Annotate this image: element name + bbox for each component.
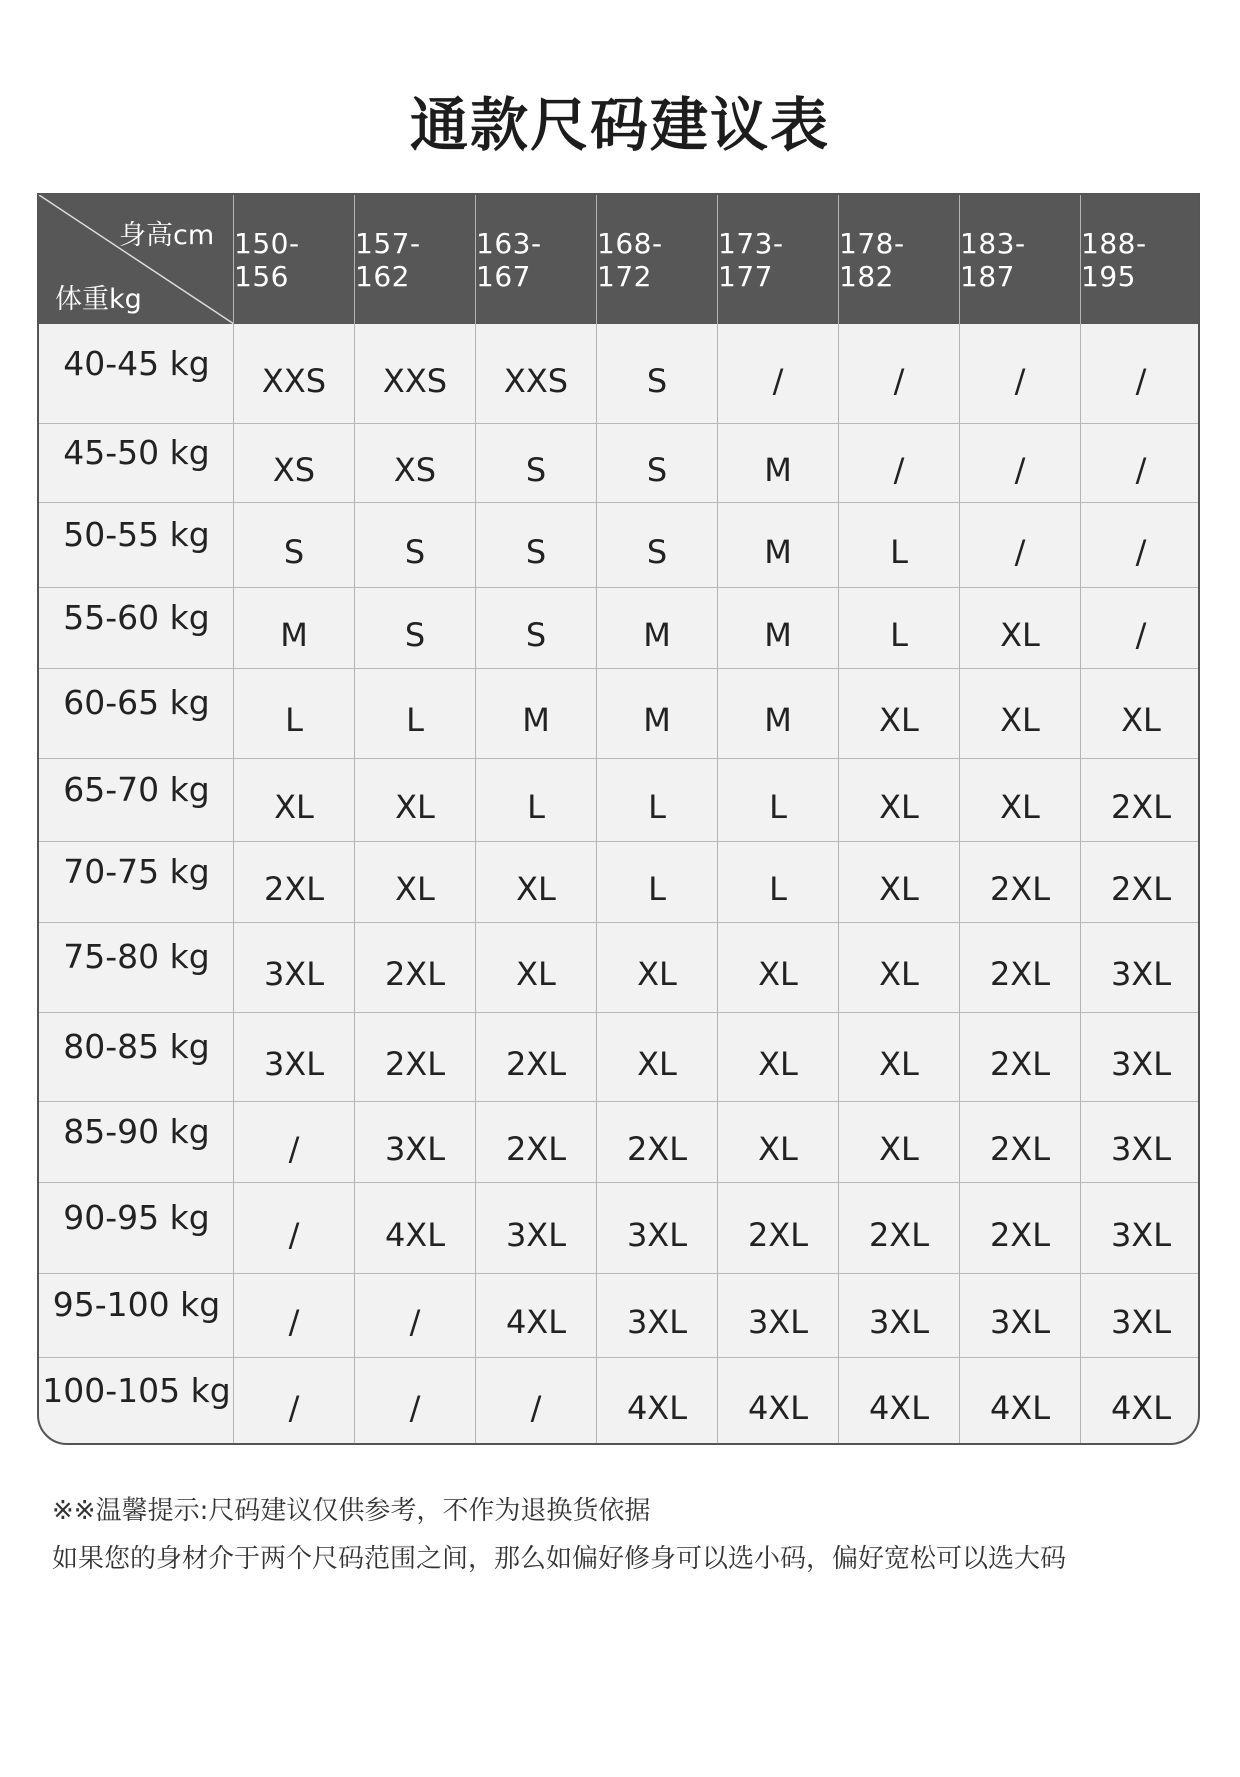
size-cell: / <box>288 1215 300 1254</box>
size-cell: XL <box>274 787 314 826</box>
size-cell: 4XL <box>747 1389 809 1427</box>
size-cell: XL <box>879 701 919 739</box>
size-cell: 3XL <box>1110 1215 1172 1254</box>
size-cell: / <box>893 450 905 489</box>
table-header <box>39 195 1198 324</box>
size-cell: 2XL <box>384 955 446 993</box>
table-row <box>39 922 1198 1012</box>
size-cell: S <box>404 615 426 654</box>
size-cell: S <box>283 532 305 571</box>
table-row <box>39 1012 1198 1101</box>
size-cell: XXS <box>261 361 327 400</box>
weight-label: 65-70 kg <box>63 769 210 809</box>
size-cell: 2XL <box>505 1044 567 1083</box>
size-cell: 3XL <box>1110 1044 1172 1083</box>
height-header-163-167: 163-167 <box>476 226 542 293</box>
size-cell: / <box>1135 361 1147 400</box>
size-cell: L <box>890 532 908 571</box>
size-cell: XL <box>1000 701 1040 739</box>
size-cell: XL <box>637 955 677 993</box>
fit-advice-note: 如果您的身材介于两个尺码范围之间，那么如偏好修身可以选小码，偏好宽松可以选大码 <box>52 1544 1067 1574</box>
size-cell: XL <box>879 1044 919 1083</box>
size-cell: L <box>406 701 424 739</box>
size-cell: M <box>522 701 550 739</box>
weight-label: 70-75 kg <box>63 851 210 891</box>
size-cell: 2XL <box>989 1215 1051 1254</box>
size-cell: 4XL <box>505 1303 567 1341</box>
size-cell: / <box>1014 532 1026 571</box>
size-cell: / <box>1135 450 1147 489</box>
size-cell: 3XL <box>505 1215 567 1254</box>
table-row <box>39 1182 1198 1273</box>
weight-label: 75-80 kg <box>63 937 210 976</box>
size-cell: / <box>288 1129 300 1168</box>
size-cell: S <box>646 361 668 400</box>
size-cell: 2XL <box>989 1129 1051 1168</box>
size-cell: XL <box>879 1129 919 1168</box>
size-cell: XL <box>1121 701 1161 739</box>
size-cell: 3XL <box>263 955 325 993</box>
weight-label: 90-95 kg <box>63 1197 210 1237</box>
size-cell: L <box>648 787 666 826</box>
size-cell: 4XL <box>626 1389 688 1427</box>
size-cell: 3XL <box>989 1303 1051 1341</box>
height-header-150-156: 150-156 <box>234 226 300 293</box>
size-cell: XXS <box>503 361 569 400</box>
table-row <box>39 423 1198 502</box>
size-cell: XL <box>879 787 919 826</box>
size-chart-table <box>37 193 1200 1445</box>
size-cell: S <box>404 532 426 571</box>
size-cell: M <box>280 615 308 654</box>
size-cell: 2XL <box>747 1215 809 1254</box>
tip-note: ※※温馨提示:尺码建议仅供参考，不作为退换货依据 <box>52 1496 651 1526</box>
size-cell: XL <box>1000 615 1040 654</box>
size-cell: S <box>525 615 547 654</box>
size-cell: / <box>1135 532 1147 571</box>
size-cell: S <box>525 532 547 571</box>
size-cell: 3XL <box>1110 1129 1172 1168</box>
weight-label: 40-45 kg <box>63 343 210 383</box>
height-header-157-162: 157-162 <box>355 226 421 293</box>
size-cell: 2XL <box>263 869 325 908</box>
table-row <box>39 1273 1198 1357</box>
size-cell: M <box>764 615 792 654</box>
size-cell: / <box>409 1389 421 1427</box>
size-cell: M <box>764 450 792 489</box>
table-row <box>39 668 1198 758</box>
size-cell: L <box>648 869 666 908</box>
size-cell: XL <box>879 869 919 908</box>
size-cell: XL <box>1000 787 1040 826</box>
size-cell: 4XL <box>384 1215 446 1254</box>
size-cell: XL <box>758 1129 798 1168</box>
size-cell: L <box>890 615 908 654</box>
size-cell: 3XL <box>384 1129 446 1168</box>
weight-label: 55-60 kg <box>63 597 210 637</box>
size-cell: XL <box>516 869 556 908</box>
size-cell: S <box>525 450 547 489</box>
size-cell: 4XL <box>989 1389 1051 1427</box>
size-cell: 3XL <box>747 1303 809 1341</box>
weight-label: 85-90 kg <box>63 1111 210 1151</box>
size-cell: XL <box>395 869 435 908</box>
size-cell: M <box>764 532 792 571</box>
size-cell: XS <box>393 450 437 489</box>
height-header-183-187: 183-187 <box>960 226 1026 293</box>
height-axis-label: 身高cm <box>119 220 215 251</box>
height-header-188-195: 188-195 <box>1081 226 1147 293</box>
weight-label: 100-105 kg <box>42 1371 231 1410</box>
size-cell: / <box>1135 615 1147 654</box>
table-row <box>39 587 1198 668</box>
size-cell: 2XL <box>626 1129 688 1168</box>
size-cell: XS <box>272 450 316 489</box>
size-cell: L <box>769 869 787 908</box>
page-title: 通款尺码建议表 <box>409 91 830 159</box>
height-header-173-177: 173-177 <box>718 226 784 293</box>
size-cell: XL <box>879 955 919 993</box>
size-cell: 4XL <box>1110 1389 1172 1427</box>
size-cell: 3XL <box>868 1303 930 1341</box>
table-row <box>39 324 1198 423</box>
size-cell: XL <box>395 787 435 826</box>
size-cell: 2XL <box>989 955 1051 993</box>
weight-label: 45-50 kg <box>63 432 210 472</box>
size-cell: / <box>893 361 905 400</box>
weight-label: 80-85 kg <box>63 1026 210 1066</box>
size-cell: / <box>409 1303 421 1341</box>
size-cell: / <box>1014 450 1026 489</box>
size-cell: L <box>527 787 545 826</box>
size-cell: / <box>772 361 784 400</box>
weight-label: 60-65 kg <box>63 683 210 722</box>
size-cell: M <box>764 701 792 739</box>
size-cell: L <box>285 701 303 739</box>
size-cell: / <box>288 1303 300 1341</box>
size-cell: XL <box>758 1044 798 1083</box>
size-cell: XXS <box>382 361 448 400</box>
size-cell: 4XL <box>868 1389 930 1427</box>
size-cell: 2XL <box>505 1129 567 1168</box>
size-cell: 2XL <box>989 869 1051 908</box>
size-cell: 2XL <box>989 1044 1051 1083</box>
size-cell: 3XL <box>1110 1303 1172 1341</box>
size-cell: 3XL <box>1110 955 1172 993</box>
size-cell: 2XL <box>1110 787 1172 826</box>
size-cell: / <box>530 1389 542 1427</box>
header-corner-cell <box>39 195 234 324</box>
table-row <box>39 502 1198 587</box>
size-cell: 3XL <box>626 1215 688 1254</box>
size-cell: 2XL <box>384 1044 446 1083</box>
size-cell: XL <box>637 1044 677 1083</box>
size-cell: 2XL <box>868 1215 930 1254</box>
height-header-168-172: 168-172 <box>597 226 663 293</box>
table-row <box>39 1357 1198 1445</box>
size-cell: 2XL <box>1110 869 1172 908</box>
table-row <box>39 758 1198 841</box>
weight-axis-label: 体重kg <box>55 284 142 315</box>
size-cell: L <box>769 787 787 826</box>
table-row <box>39 841 1198 922</box>
size-cell: S <box>646 532 668 571</box>
height-header-178-182: 178-182 <box>839 226 905 293</box>
size-cell: 3XL <box>626 1303 688 1341</box>
weight-label: 95-100 kg <box>52 1285 221 1324</box>
size-cell: / <box>1014 361 1026 400</box>
size-cell: / <box>288 1389 300 1427</box>
size-cell: S <box>646 450 668 489</box>
table-row <box>39 1101 1198 1182</box>
size-cell: M <box>643 615 671 654</box>
size-cell: XL <box>758 955 798 993</box>
size-cell: 3XL <box>263 1044 325 1083</box>
size-cell: M <box>643 701 671 739</box>
size-cell: XL <box>516 955 556 993</box>
weight-label: 50-55 kg <box>63 514 210 554</box>
